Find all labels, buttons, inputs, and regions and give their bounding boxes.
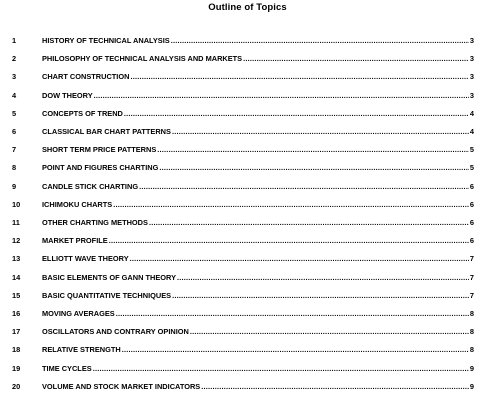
toc-row[interactable] [0,53,495,65]
toc-row[interactable] [0,344,495,356]
toc-row[interactable] [0,290,495,302]
toc-page-number: 3 [469,72,474,82]
toc-row[interactable] [0,144,495,156]
toc-entry-title: MOVING AVERAGES [42,309,115,318]
toc-entry-link[interactable] [42,363,474,375]
toc-entry-link[interactable] [42,90,474,102]
toc-entry-number: 8 [12,163,17,173]
toc-row[interactable] [0,217,495,229]
toc-entry-title: RELATIVE STRENGTH [42,345,121,355]
toc-entry-title: MARKET PROFILE [42,236,108,246]
toc-entry-number: 5 [12,108,17,118]
toc-entry-title: HISTORY OF TECHNICAL ANALYSIS [42,36,170,45]
toc-page-number: 3 [469,54,474,64]
toc-dot-leader [113,199,469,211]
toc-dot-leader [171,35,469,47]
toc-entry-link[interactable] [42,53,474,65]
toc-dot-leader [139,181,469,193]
toc-entry-title: CLASSICAL BAR CHART PATTERNS [42,127,171,136]
toc-entry-number: 10 [12,199,21,209]
toc-entry-number: 20 [12,381,21,391]
toc-row[interactable] [0,235,495,247]
toc-dot-leader [109,235,469,247]
toc-entry-link[interactable] [42,326,474,338]
toc-entry-link[interactable] [42,108,474,120]
toc-entry-link[interactable] [42,199,474,211]
toc-dot-leader [94,90,469,102]
toc-dot-leader [201,381,469,393]
toc-dot-leader [172,126,469,138]
toc-entry-number: 15 [12,290,21,300]
toc-entry-number: 17 [12,327,21,337]
toc-entry-number: 16 [12,309,21,318]
toc-row[interactable] [0,253,495,265]
toc-entry-number: 1 [12,36,17,45]
toc-entry-link[interactable] [42,126,474,138]
toc-row[interactable] [0,326,495,338]
toc-row[interactable] [0,126,495,138]
toc-dot-leader [124,108,469,120]
toc-page-number: 8 [469,327,474,337]
toc-entry-link[interactable] [42,71,474,83]
toc-row[interactable] [0,90,495,102]
toc-row[interactable] [0,181,495,193]
toc-page-number: 6 [469,236,474,246]
toc-dot-leader [116,308,469,320]
toc-entry-link[interactable] [42,253,474,265]
toc-entry-number: 12 [12,236,21,246]
toc-entry-title: CONCEPTS OF TREND [42,108,123,118]
toc-entry-title: OTHER CHARTING METHODS [42,218,148,227]
toc-row[interactable] [0,35,495,47]
toc-page-number: 5 [469,145,474,155]
toc-entry-number: 13 [12,254,21,264]
toc-entry-link[interactable] [42,217,474,229]
toc-dot-leader [130,71,468,83]
toc-entry-title: DOW THEORY [42,90,93,100]
toc-page-number: 6 [469,181,474,191]
toc-page-number: 3 [469,90,474,100]
toc-entry-link[interactable] [42,235,474,247]
toc-entry-number: 3 [12,72,17,82]
toc-dot-leader [159,162,469,174]
toc-dot-leader [93,363,469,375]
toc-entry-title: POINT AND FIGURES CHARTING [42,163,159,173]
toc-entry-title: ELLIOTT WAVE THEORY [42,254,129,264]
toc-dot-leader [172,290,469,302]
toc-row[interactable] [0,363,495,375]
toc-page-number: 7 [469,272,474,282]
toc-dot-leader [243,53,469,65]
toc-entry-link[interactable] [42,272,474,284]
toc-entry-link[interactable] [42,308,474,320]
toc-entry-number: 19 [12,363,21,373]
toc-dot-leader [122,344,469,356]
toc-entry-title: ICHIMOKU CHARTS [42,199,113,209]
toc-page-number: 5 [469,163,474,173]
toc-entry-number: 6 [12,127,17,136]
toc-entry-title: CANDLE STICK CHARTING [42,181,139,191]
toc-entry-title: OSCILLATORS AND CONTRARY OPINION [42,327,189,337]
toc-row[interactable] [0,199,495,211]
toc-entry-link[interactable] [42,181,474,193]
toc-entry-number: 18 [12,345,21,355]
toc-entry-number: 7 [12,145,17,155]
toc-page-number: 4 [469,127,474,136]
page-title: Outline of Topics [208,2,287,13]
toc-entry-title: TIME CYCLES [42,363,92,373]
toc-entry-number: 14 [12,272,21,282]
toc-entry-number: 11 [12,218,20,227]
toc-page-number: 4 [469,108,474,118]
toc-page-number: 7 [469,254,474,264]
toc-page-number: 9 [469,381,474,391]
toc-entry-title: BASIC QUANTITATIVE TECHNIQUES [42,290,172,300]
toc-entry-number: 2 [12,54,17,64]
toc-row[interactable] [0,272,495,284]
toc-entry-title: BASIC ELEMENTS OF GANN THEORY [42,272,176,282]
toc-row[interactable] [0,162,495,174]
toc-entry-link[interactable] [42,381,474,393]
toc-dot-leader [157,144,469,156]
toc-page-number: 6 [469,199,474,209]
toc-entry-link[interactable] [42,290,474,302]
toc-dot-leader [177,272,469,284]
toc-entry-link[interactable] [42,144,474,156]
toc-page-number: 8 [469,345,474,355]
toc-dot-leader [190,326,469,338]
toc-page-number: 6 [469,218,474,227]
toc-entry-title: CHART CONSTRUCTION [42,72,130,82]
toc-entry-title: PHILOSOPHY OF TECHNICAL ANALYSIS AND MARKETS [42,54,243,64]
toc-entry-link[interactable] [42,35,474,47]
toc-entry-link[interactable] [42,162,474,174]
toc-dot-leader [149,217,469,229]
toc-page-number: 9 [469,363,474,373]
toc-page-number: 3 [469,36,474,45]
toc-entry-link[interactable] [42,344,474,356]
toc-row[interactable] [0,381,495,393]
toc-row[interactable] [0,308,495,320]
toc-page-number: 8 [469,309,474,318]
toc-row[interactable] [0,71,495,83]
toc-entry-title: VOLUME AND STOCK MARKET INDICATORS [42,381,201,391]
toc-page-number: 7 [469,290,474,300]
toc-entry-title: SHORT TERM PRICE PATTERNS [42,145,157,155]
toc-entry-number: 9 [12,181,17,191]
toc-row[interactable] [0,108,495,120]
toc-entry-number: 4 [12,90,17,100]
toc-dot-leader [130,253,469,265]
